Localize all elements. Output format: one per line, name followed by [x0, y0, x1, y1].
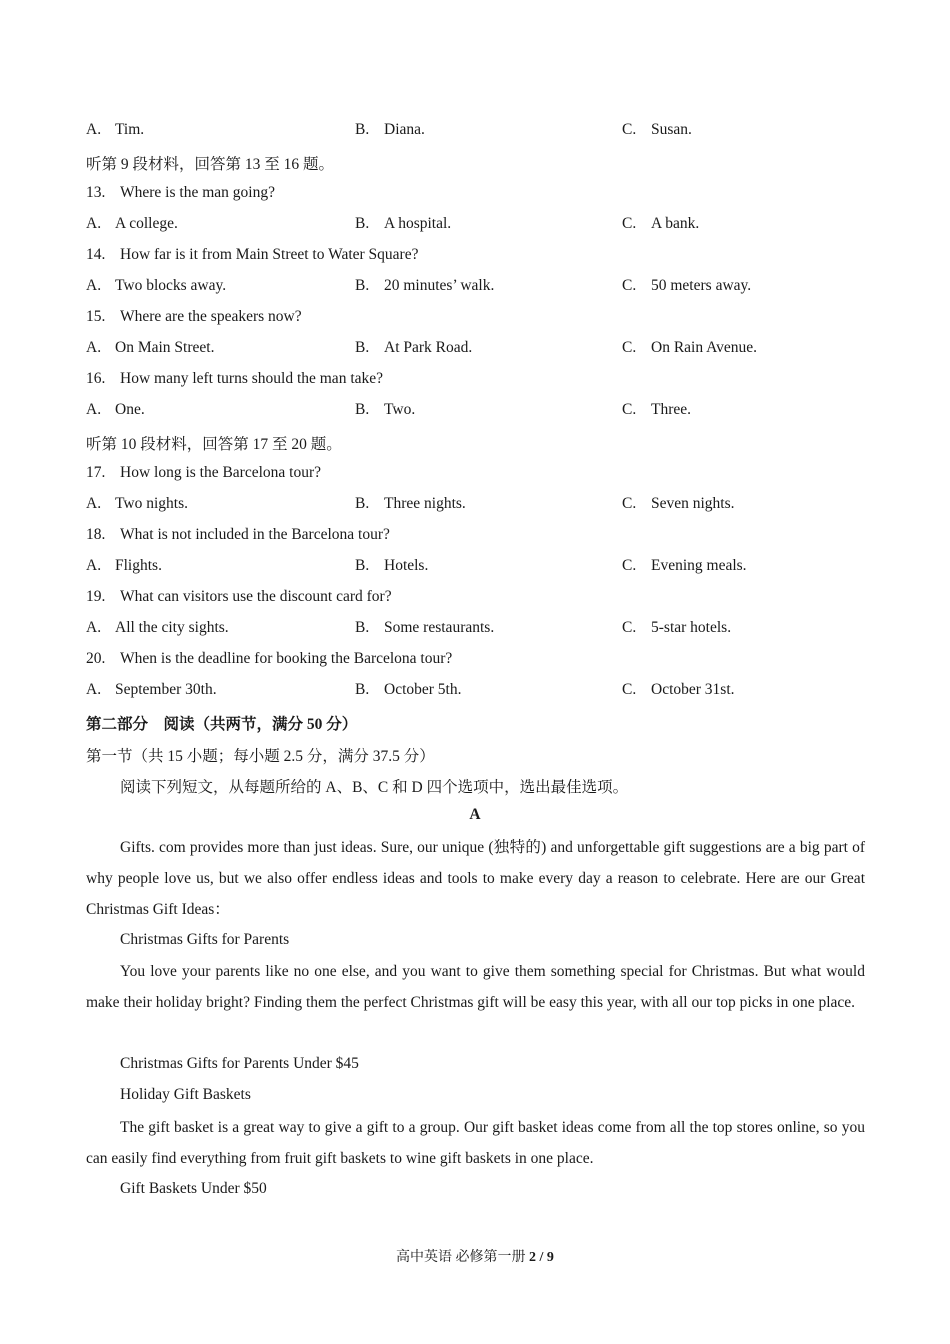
option-c: C. Susan.	[622, 121, 692, 138]
question-15: 15. Where are the speakers now?	[86, 308, 302, 325]
option-c: C. Evening meals.	[622, 557, 747, 574]
option-a: A. Tim.	[86, 121, 145, 138]
part-2-section-1: 第一节（共 15 小题；每小题 2.5 分，满分 37.5 分）	[86, 748, 435, 765]
page-footer	[0, 1246, 950, 1266]
option-c: C. A bank.	[622, 215, 700, 232]
option-c: C. Seven nights.	[622, 495, 735, 512]
question-20-options	[0, 681, 950, 705]
part-2-title: 第二部分 阅读（共两节，满分 50 分）	[86, 716, 358, 733]
option-c: C. October 31st.	[622, 681, 735, 698]
question-14: 14. How far is it from Main Street to Water Square?	[86, 246, 419, 263]
option-a: A. Two nights.	[86, 495, 188, 512]
passage-heading-gift-baskets: Holiday Gift Baskets	[120, 1086, 251, 1103]
option-c: C. On Rain Avenue.	[622, 339, 758, 356]
option-a: A. All the city sights.	[86, 619, 229, 636]
option-a: A. A college.	[86, 215, 178, 232]
question-18-options	[0, 557, 950, 581]
option-b: B. Three nights.	[355, 495, 466, 512]
option-b: B. Hotels.	[355, 557, 429, 574]
question-19: 19. What can visitors use the discount card for?	[86, 588, 392, 605]
question-18: 18. What is not included in the Barcelona tour?	[86, 526, 390, 543]
option-b: B. A hospital.	[355, 215, 452, 232]
question-20: 20. When is the deadline for booking the Barcelona tour?	[86, 650, 453, 667]
passage-paragraph-2: You love your parents like no one else, and you want to give them something special for Christmas. But what would make their holiday bright? Finding them the perfect Christmas gift will be easy this year, with all our top picks in one place.	[86, 963, 865, 1011]
option-b: B. October 5th.	[355, 681, 462, 698]
footer-title: 高中英语 必修第一册	[396, 1250, 526, 1265]
option-c: C. Three.	[622, 401, 692, 418]
option-a: A. On Main Street.	[86, 339, 215, 356]
option-a: A. Two blocks away.	[86, 277, 227, 294]
option-c: C. 50 meters away.	[622, 277, 752, 294]
part-2-instruction: 阅读下列短文，从每题所给的 A、B、C 和 D 四个选项中，选出最佳选项。	[120, 779, 629, 796]
option-a: A. September 30th.	[86, 681, 217, 698]
passage-paragraph-3: The gift basket is a great way to give a gift to a group. Our gift basket ideas come from all the top stores online, so you can easily find everything from fruit gift baskets to wine gift baskets in one place.	[86, 1119, 865, 1167]
option-b: B. Two.	[355, 401, 416, 418]
option-b: B. 20 minutes’ walk.	[355, 277, 495, 294]
option-a: A. Flights.	[86, 557, 162, 574]
passage-letter: A	[469, 806, 481, 823]
question-16-options	[0, 401, 950, 425]
passage-heading-baskets-under-50: Gift Baskets Under $50	[120, 1180, 267, 1197]
question-17-options	[0, 495, 950, 519]
passage-paragraph-1: Gifts. com provides more than just ideas. Sure, our unique (独特的) and unforgettable gift suggestions are a big part of why people love us, but we also offer endless ideas and tools to make every day a reason to celebrate. Here are our Great Christmas Gift Ideas：	[86, 839, 865, 918]
option-b: B. Some restaurants.	[355, 619, 495, 636]
option-c: C. 5-star hotels.	[622, 619, 732, 636]
question-13-options	[0, 215, 950, 239]
option-b: B. Diana.	[355, 121, 425, 138]
question-15-options	[0, 339, 950, 363]
page-number: 2 / 9	[529, 1250, 554, 1265]
question-13: 13. Where is the man going?	[86, 184, 275, 201]
question-19-options	[0, 619, 950, 643]
section-9-heading: 听第 9 段材料，回答第 13 至 16 题。	[86, 156, 335, 173]
option-b: B. At Park Road.	[355, 339, 473, 356]
q12-options	[0, 121, 950, 145]
passage-heading-parents-under-45: Christmas Gifts for Parents Under $45	[120, 1055, 359, 1072]
question-16: 16. How many left turns should the man take?	[86, 370, 384, 387]
option-a: A. One.	[86, 401, 145, 418]
passage-heading-parents: Christmas Gifts for Parents	[120, 931, 290, 948]
question-17: 17. How long is the Barcelona tour?	[86, 464, 322, 481]
question-14-options	[0, 277, 950, 301]
section-10-heading: 听第 10 段材料，回答第 17 至 20 题。	[86, 436, 342, 453]
